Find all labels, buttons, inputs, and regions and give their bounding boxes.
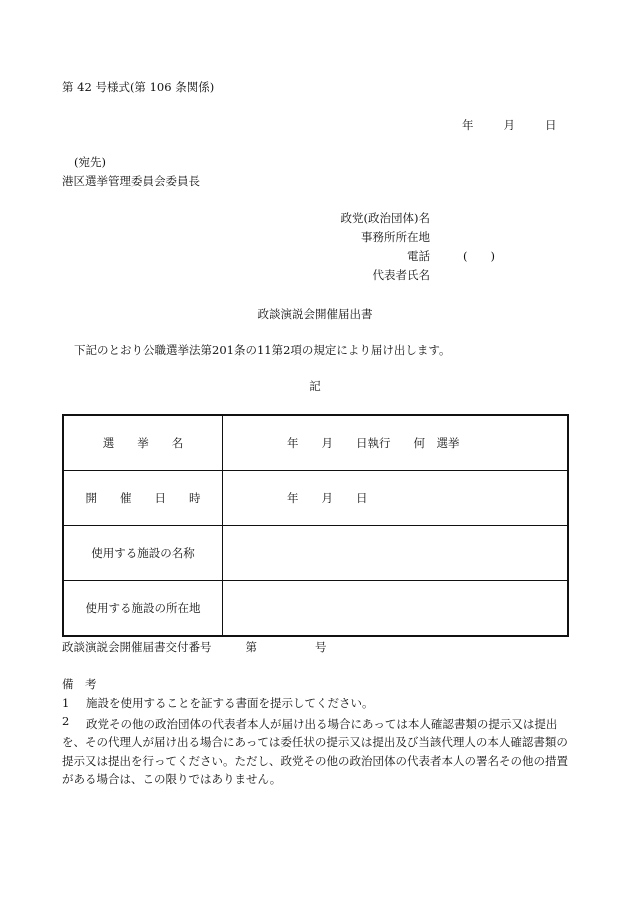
phone-label: 電話 bbox=[407, 249, 430, 263]
table-row-label: 選 挙 名 bbox=[63, 415, 223, 471]
note-number: 2 bbox=[62, 714, 70, 728]
document-title: 政談演説会開催届出書 bbox=[257, 307, 373, 321]
delivery-number-go: 号 bbox=[315, 640, 327, 654]
date-day: 日 bbox=[545, 118, 557, 132]
date-month: 月 bbox=[503, 118, 515, 132]
table-row-value bbox=[223, 581, 569, 637]
delivery-number-line bbox=[62, 641, 327, 655]
party-name-label: 政党(政治団体)名 bbox=[340, 211, 430, 225]
office-address-label: 事務所所在地 bbox=[361, 230, 430, 244]
representative-label: 代表者氏名 bbox=[372, 268, 430, 282]
table-row-value bbox=[223, 526, 569, 581]
table-row bbox=[63, 471, 568, 526]
lead-sentence: 下記のとおり公職選挙法第201条の11第2項の規定により届け出します。 bbox=[74, 343, 451, 357]
table-row-value: 年 月 日執行 何 選挙 bbox=[223, 415, 569, 471]
table-row bbox=[63, 526, 568, 581]
note-item-2-text: 政党その他の政治団体の代表者本人が届け出る場合にあっては本人確認書類の提示又は提出を、その代理人が届け出る場合にあっては委任状の提示又は提出及び当該代理人の本人確認書類の提示又は提出を行ってください。ただし、政党その他の政治団体の代表者本人の署名その他の措置がある場合は、この限りではありません。 bbox=[62, 717, 568, 787]
notes-title: 備 考 bbox=[62, 677, 97, 691]
note-item-1 bbox=[62, 697, 374, 711]
table-row bbox=[63, 415, 568, 471]
addressee-name: 港区選挙管理委員会委員長 bbox=[62, 174, 200, 188]
table-row bbox=[63, 581, 568, 637]
phone-parens: ( ) bbox=[463, 249, 495, 263]
note-text: 施設を使用することを証する書面を提示してください。 bbox=[86, 696, 374, 710]
delivery-number-dai: 第 bbox=[245, 640, 257, 654]
date-year: 年 bbox=[462, 118, 474, 132]
ki-heading: 記 bbox=[309, 379, 321, 393]
note-number: 1 bbox=[62, 696, 70, 710]
table-row-label: 使用する施設の所在地 bbox=[63, 581, 223, 637]
table-row-label: 開 催 日 時 bbox=[63, 471, 223, 526]
table-row-value: 年 月 日 bbox=[223, 471, 569, 526]
table-row-label: 使用する施設の名称 bbox=[63, 526, 223, 581]
date-line bbox=[462, 119, 557, 133]
delivery-number-label: 政談演説会開催届書交付番号 bbox=[62, 640, 212, 654]
form-number: 第 42 号様式(第 106 条関係) bbox=[62, 80, 215, 94]
addressee-note: (宛先) bbox=[74, 155, 106, 169]
event-details-table bbox=[62, 414, 569, 637]
